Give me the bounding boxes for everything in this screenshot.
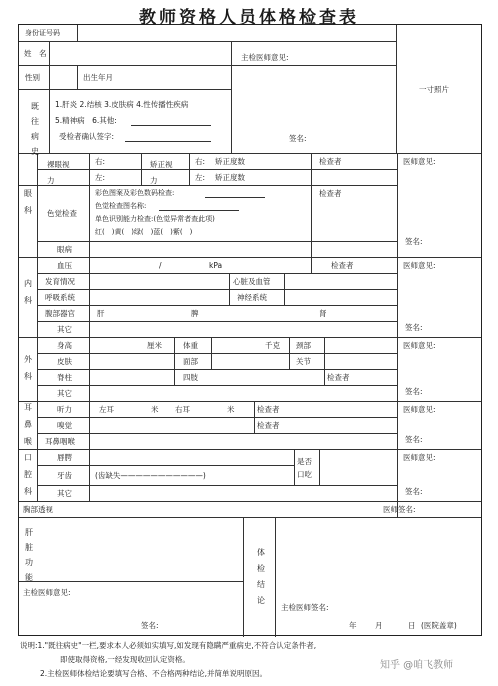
color-line-2-underline [159, 210, 239, 211]
chief-opinion-label: 主检医师意见: [241, 53, 289, 62]
heart-label: 心脏及血管 [233, 277, 271, 286]
surgery-doctor-label: 检查者 [327, 373, 350, 382]
surgery-other-label: 其它 [57, 389, 72, 398]
surgery-sign-label: 签名: [405, 387, 423, 396]
mouth-section-label: 口腔科 [24, 453, 32, 496]
color-line-2: 色觉检查图名称: [95, 202, 147, 210]
history-line-2: 5.精神病 6.其他: [55, 116, 117, 125]
bp-slash: / [159, 261, 162, 270]
conclusion-month: 月 [375, 621, 383, 630]
eye-section-label: 眼科 [24, 189, 32, 215]
conclusion-sign-label: 主检医师签名: [281, 603, 329, 612]
naked-right: 右: [95, 157, 106, 166]
color-line-4: 红( )黄( )绿( )蓝( )紫( ) [95, 228, 193, 236]
hearing-label: 听力 [57, 405, 72, 414]
divider [89, 257, 90, 337]
respiratory-label: 呼吸系统 [45, 293, 75, 302]
watermark: 知乎 @咱飞教师 [380, 660, 454, 671]
neck-label: 颈部 [296, 341, 311, 350]
name-label: 姓 名 [24, 49, 47, 58]
divider [89, 153, 90, 257]
divider [189, 153, 190, 185]
face-label: 面部 [183, 357, 198, 366]
color-line-1-underline [205, 197, 265, 198]
abdomen-label: 腹部器官 [45, 309, 75, 318]
naked-vision-label: 裸眼视力 [47, 160, 70, 185]
stutter-label: 是否口吃 [297, 457, 312, 479]
eye-doctor-label: 检查者 [319, 157, 342, 166]
divider [77, 25, 78, 41]
growth-label: 发育情况 [45, 277, 75, 286]
teeth-note: (齿缺失———————————) [95, 471, 206, 480]
divider [319, 449, 320, 485]
smell-label: 嗅觉 [57, 421, 72, 430]
id-number-label: 身份证号码 [25, 29, 60, 37]
divider [77, 65, 78, 89]
divider [37, 241, 397, 242]
divider [243, 517, 244, 637]
height-label: 身高 [57, 341, 72, 350]
liver-function-section-label: 肝脏功能 [25, 528, 33, 582]
ent-opinion-label: 医师意见: [403, 405, 436, 414]
photo-box-label: 一寸照片 [419, 85, 449, 94]
divider [294, 449, 295, 485]
divider [141, 153, 142, 185]
divider [19, 581, 243, 582]
naked-left: 左: [95, 173, 106, 182]
mouth-other-label: 其它 [57, 489, 72, 498]
divider [211, 337, 212, 369]
right-ear-unit: 米 [227, 405, 235, 414]
mouth-sign-label: 签名: [405, 487, 423, 496]
height-unit: 厘米 [147, 341, 162, 350]
divider [37, 169, 397, 170]
color-vision-label: 色觉检查 [47, 209, 77, 218]
divider [89, 401, 90, 501]
divider [37, 273, 397, 274]
nervous-label: 神经系统 [237, 293, 267, 302]
divider [254, 401, 255, 433]
history-line-3: 受检者确认签字: [59, 132, 115, 141]
weight-label: 体重 [183, 341, 198, 350]
divider [229, 273, 230, 305]
eye-sign-label: 签名: [405, 237, 423, 246]
birth-label: 出生年月 [83, 73, 113, 82]
divider [37, 417, 397, 418]
internal-section-label: 内科 [24, 279, 32, 305]
divider [37, 433, 397, 434]
corrected-right: 右: [195, 157, 206, 166]
conclusion-day: 日 [408, 621, 416, 630]
divider [37, 153, 38, 501]
chest-xray-label: 胸部透视 [23, 505, 53, 514]
conclusion-year: 年 [349, 621, 357, 630]
hospital-seal-label: (医院盖章) [421, 621, 457, 630]
history-other-underline [131, 125, 211, 126]
ent-sign-label: 签名: [405, 435, 423, 444]
gender-label: 性别 [25, 73, 40, 82]
color-line-1: 彩色图案及彩色数码检查: [95, 189, 175, 197]
teeth-label: 牙齿 [57, 471, 72, 480]
divider [284, 273, 285, 305]
corrected-right-degree: 矫正度数 [215, 157, 245, 166]
xray-doctor-sign-label: 医师签名: [383, 505, 416, 514]
joint-label: 关节 [296, 357, 311, 366]
surgery-opinion-label: 医师意见: [403, 341, 436, 350]
corrected-vision-label: 矫正视力 [150, 160, 173, 185]
form-frame [18, 24, 482, 636]
internal-other-label: 其它 [57, 325, 72, 334]
kidney-label: 肾 [319, 309, 327, 318]
weight-unit: 千克 [265, 341, 280, 350]
divider [19, 41, 396, 42]
skin-label: 皮肤 [57, 357, 72, 366]
internal-doctor-label: 检查者 [331, 261, 354, 270]
blood-pressure-label: 血压 [57, 261, 72, 270]
internal-opinion-label: 医师意见: [403, 261, 436, 270]
corrected-left-degree: 矫正度数 [215, 173, 245, 182]
form-title: 教师资格人员体格检查表 [139, 8, 359, 28]
left-ear-label: 左耳 [99, 405, 114, 414]
divider [37, 289, 397, 290]
divider [311, 153, 312, 257]
liver-sign-label: 签名: [141, 621, 159, 630]
limbs-label: 四肢 [183, 373, 198, 382]
divider [19, 89, 231, 90]
lips-label: 唇腭 [57, 453, 72, 462]
internal-sign-label: 签名: [405, 323, 423, 332]
spleen-label: 脾 [191, 309, 199, 318]
divider [396, 25, 397, 153]
right-ear-label: 右耳 [175, 405, 190, 414]
bp-unit: kPa [209, 261, 223, 270]
divider [19, 65, 396, 66]
ent-section-label: 耳鼻喉 [24, 403, 32, 446]
nose-disease-label: 耳鼻咽喉 [45, 437, 75, 446]
eye-opinion-label: 医师意见: [403, 157, 436, 166]
medical-history-label: 既往病史 [31, 102, 39, 156]
divider [174, 337, 175, 385]
smell-doctor-label: 检查者 [257, 421, 280, 430]
divider [275, 517, 276, 637]
eye-disease-label: 眼病 [57, 245, 72, 254]
divider [231, 41, 232, 153]
divider [324, 337, 325, 385]
liver-opinion-label: 主检医师意见: [23, 588, 71, 597]
divider [397, 153, 398, 517]
divider [49, 41, 50, 153]
corrected-left: 左: [195, 173, 206, 182]
divider [37, 369, 397, 370]
chief-sign-label: 签名: [289, 134, 307, 143]
divider [311, 257, 312, 273]
divider [37, 385, 397, 386]
divider [37, 353, 397, 354]
conclusion-section-label: 体检结论 [257, 548, 265, 605]
color-line-3: 单色识别能力检查:(色觉异常者查此项) [95, 215, 215, 223]
divider [19, 185, 397, 186]
spine-label: 脊柱 [57, 373, 72, 382]
divider [289, 337, 290, 369]
note-line-1: 说明:1."既往病史"一栏,要求本人必须如实填写,如发现有隐瞒严重病史,不符合认定条件者, [20, 641, 317, 650]
confirm-sign-underline [125, 141, 211, 142]
left-ear-unit: 米 [151, 405, 159, 414]
mouth-opinion-label: 医师意见: [403, 453, 436, 462]
divider [37, 321, 397, 322]
color-doctor-label: 检查者 [319, 189, 342, 198]
liver-label: 肝 [97, 309, 105, 318]
divider [37, 485, 397, 486]
divider [89, 337, 90, 401]
note-line-3: 2.主检医师体检结论要填写合格、不合格两种结论,并简单说明原因。 [40, 669, 268, 678]
divider [37, 305, 397, 306]
history-line-1: 1.肝炎 2.结核 3.皮肤病 4.性传播性疾病 [55, 100, 189, 109]
divider [37, 465, 294, 466]
divider [19, 501, 481, 502]
divider [19, 517, 481, 518]
hearing-doctor-label: 检查者 [257, 405, 280, 414]
note-line-2: 即使取得资格,一经发现收回认定资格。 [60, 655, 190, 664]
surgery-section-label: 外科 [24, 355, 32, 381]
